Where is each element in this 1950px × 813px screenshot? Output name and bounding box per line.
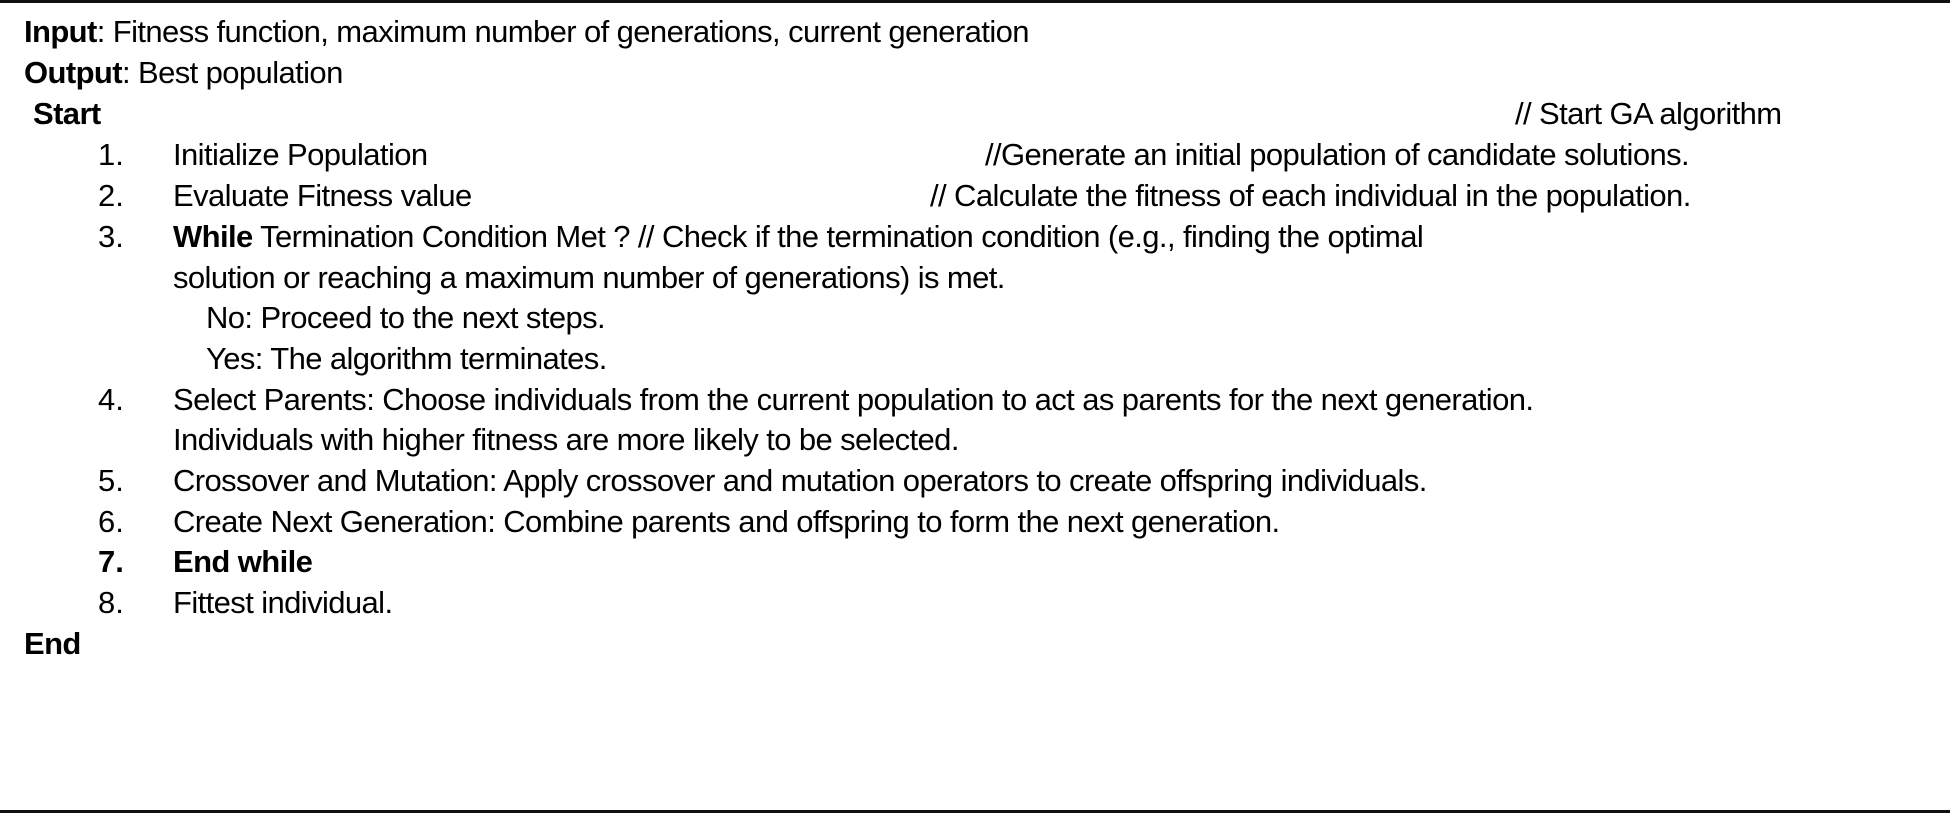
input-line	[24, 12, 1029, 52]
start-label: Start	[33, 96, 101, 131]
step-number: 8.	[98, 585, 124, 620]
step-number: 2.	[98, 178, 124, 213]
step-text: Evaluate Fitness value	[173, 178, 472, 213]
step-text: Crossover and Mutation: Apply crossover and mutation operators to create offspring individuals.	[173, 463, 1427, 498]
branch-yes: Yes: The algorithm terminates.	[206, 341, 607, 376]
step-number: 4.	[98, 382, 124, 417]
while-keyword: While	[173, 219, 253, 254]
step-number: 6.	[98, 504, 124, 539]
step-text: Fittest individual.	[173, 585, 393, 620]
while-condition: Termination Condition Met ? // Check if the termination condition (e.g., finding the optimal	[252, 219, 1424, 254]
output-text: : Best population	[121, 55, 343, 90]
step-comment: // Calculate the fitness of each individual in the population.	[930, 178, 1691, 213]
start-comment: // Start GA algorithm	[1515, 96, 1782, 131]
output-label: Output	[24, 55, 122, 90]
step-text: Select Parents: Choose individuals from the current population to act as parents for the next generation.	[173, 382, 1534, 417]
step-continuation: solution or reaching a maximum number of generations) is met.	[173, 260, 1005, 295]
step-continuation: Individuals with higher fitness are more likely to be selected.	[173, 422, 959, 457]
end-label: End	[24, 626, 81, 661]
step-comment: //Generate an initial population of candidate solutions.	[985, 137, 1690, 172]
step-number: 1.	[98, 137, 124, 172]
end-while: End while	[173, 544, 313, 579]
step-text	[173, 217, 1423, 257]
step-text: Create Next Generation: Combine parents and offspring to form the next generation.	[173, 504, 1280, 539]
input-text: : Fitness function, maximum number of generations, current generation	[96, 14, 1029, 49]
step-text: Initialize Population	[173, 137, 428, 172]
step-number: 3.	[98, 219, 124, 254]
step-number: 7.	[98, 544, 124, 579]
step-number: 5.	[98, 463, 124, 498]
branch-no: No: Proceed to the next steps.	[206, 300, 606, 335]
output-line	[24, 53, 343, 93]
input-label: Input	[24, 14, 97, 49]
